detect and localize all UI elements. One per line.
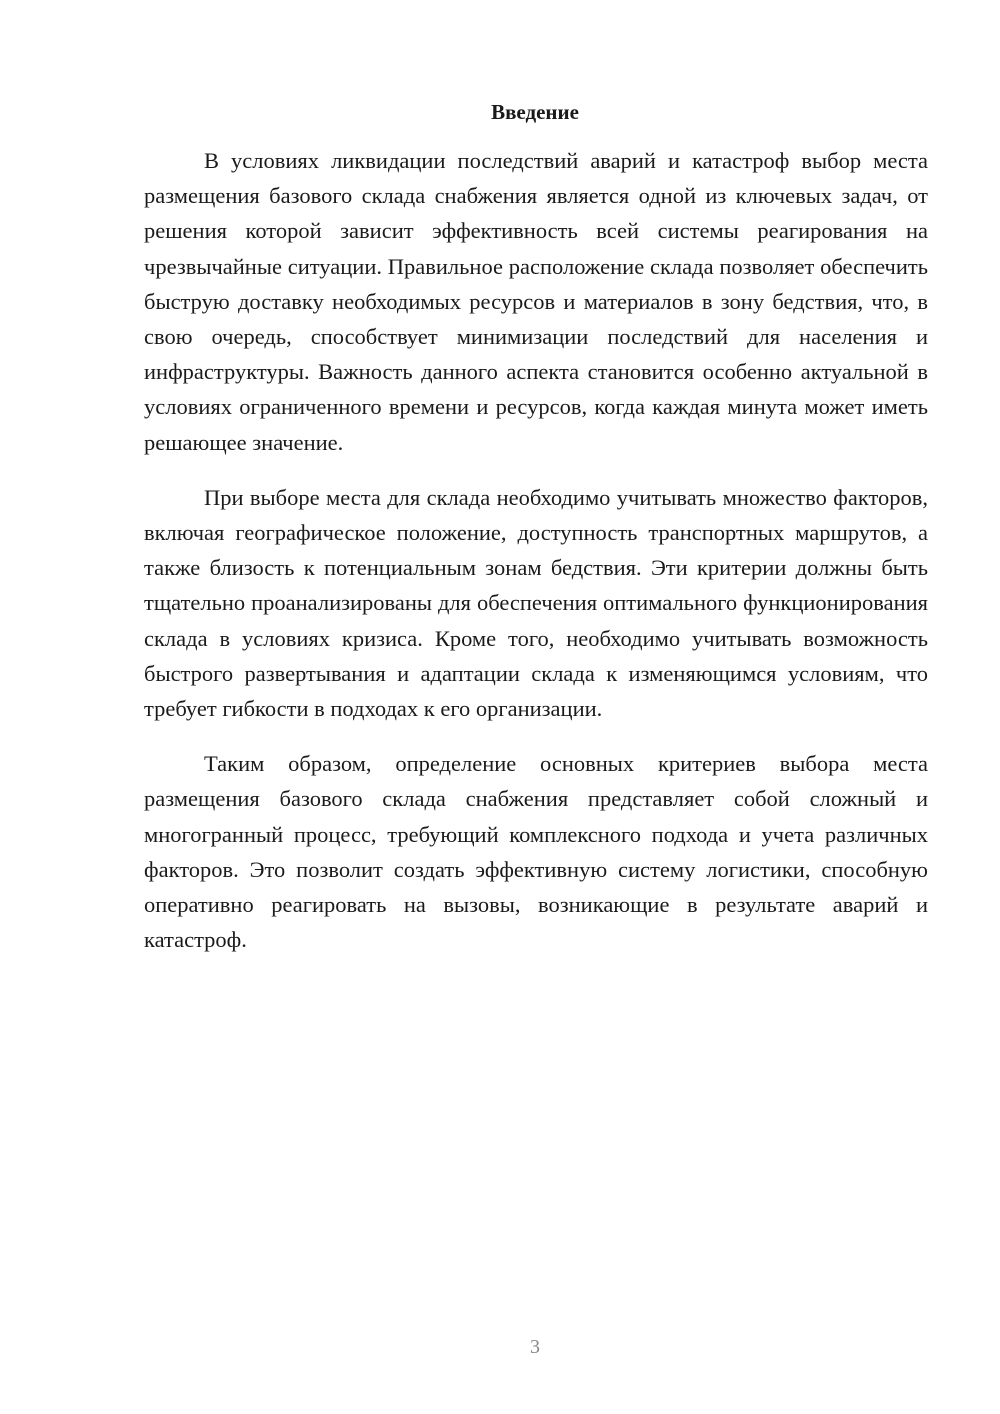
body-text [144, 143, 928, 977]
paragraph-1: В условиях ликвидации последствий аварий и катастроф выбор места размещения базового склада снабжения является одной из ключевых задач, от решения которой зависит эффективность всей системы реагирования на чрезвычайные ситуации. Правильное расположение склада позволяет обеспечить быструю доставку необходимых ресурсов и материалов в зону бедствия, что, в свою очередь, способствует минимизации последствий для населения и инфраструктуры. Важность данного аспекта становится особенно актуальной в условиях ограниченного времени и ресурсов, когда каждая минута может иметь решающее значение. [144, 148, 928, 455]
paragraph-3: Таким образом, определение основных критериев выбора места размещения базового склада снабжения представляет собой сложный и многогранный процесс, требующий комплексного подхода и учета различных факторов. Это позволит создать эффективную систему логистики, способную оперативно реагировать на вызовы, возникающие в результате аварий и катастроф. [144, 751, 928, 953]
paragraph-2: При выборе места для склада необходимо учитывать множество факторов, включая географическое положение, доступность транспортных маршрутов, а также близость к потенциальным зонам бедствия. Эти критерии должны быть тщательно проанализированы для обеспечения оптимального функционирования склада в условиях кризиса. Кроме того, необходимо учитывать возможность быстрого развертывания и адаптации склада к изменяющимся условиям, что требует гибкости в подходах к его организации. [144, 484, 928, 722]
section-title: Введение [491, 100, 579, 124]
page-number: 3 [530, 1336, 540, 1358]
